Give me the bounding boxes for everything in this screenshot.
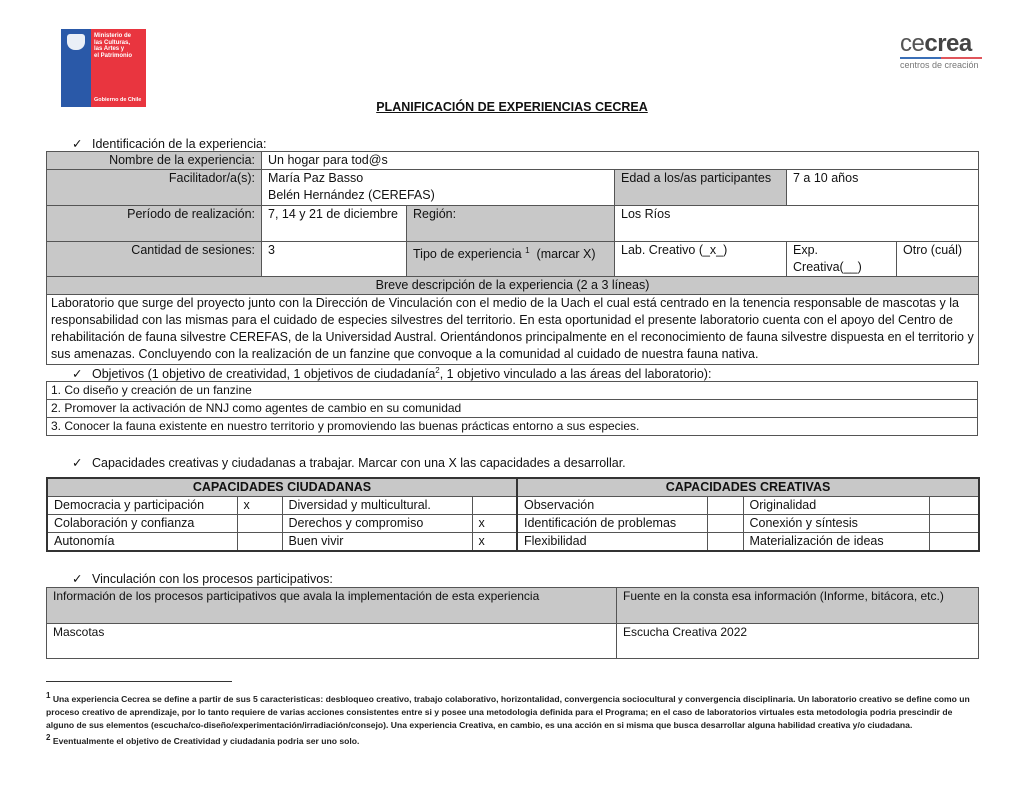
ministry-logo-line: Ministerio de: [94, 33, 132, 39]
descripcion-value: Laboratorio que surge del proyecto junto con la Dirección de Vinculación con el medio de la Uach el cual está centrado en la tenencia responsable de mascotas y la responsabilidad con las mismas para el cuidado de especies silvestres del territorio. En esta oportunidad el presente laboratorio cuenta con el apoyo del Centro de rehabilitación de fauna silvestre CEREFAS, de la Universidad Austral. Orientándonos principalmente en el reconocimiento de fauna silvestre dispuesta en el territorio y sus amenazas. Concluyendo con la realización de un fanzine que convoque a la comunidad al cuidado de nuestra fauna nativa.: [47, 295, 979, 365]
capacidad-creativa: Conexión y síntesis: [743, 515, 929, 533]
check-icon: ✓: [72, 572, 83, 586]
ministry-logo-line: las Culturas,: [94, 39, 131, 46]
vinculacion-col2-value: Escucha Creativa 2022: [617, 624, 979, 659]
cecrea-logo-light: ce: [900, 30, 925, 57]
footnote-1: [46, 689, 981, 732]
sesiones-label: Cantidad de sesiones:: [47, 242, 262, 277]
check-icon: ✓: [72, 456, 83, 470]
objetivos-heading-a: Objetivos (1 objetivo de creatividad, 1 objetivos de ciudadanía: [92, 367, 436, 382]
objetivos-table: [46, 381, 978, 436]
vinculacion-col1-value: Mascotas: [47, 624, 617, 659]
check-icon: ✓: [72, 137, 83, 151]
cecrea-tagline: centros de creación: [900, 60, 979, 70]
capacidad-mark[interactable]: [472, 497, 517, 515]
objetivo-item: 3. Conocer la fauna existente en nuestro territorio y promoviendo las buenas prácticas entorno a sus especies.: [47, 418, 978, 436]
periodo-label: Período de realización:: [47, 206, 262, 242]
capacidad-ciudadana: Democracia y participación: [47, 497, 237, 515]
footnote-2: [46, 731, 981, 748]
tipo-label-text: Tipo de experiencia: [413, 247, 522, 262]
descripcion-label: Breve descripción de la experiencia (2 a 3 líneas): [47, 277, 979, 295]
facilitador-1: María Paz Basso: [268, 171, 364, 185]
vinculacion-table: [46, 587, 979, 659]
capacidad-creativa: Originalidad: [743, 497, 929, 515]
ministry-logo-line: el Patrimonio: [94, 52, 133, 59]
capacidad-mark[interactable]: x: [237, 497, 282, 515]
periodo-value: 7, 14 y 21 de diciembre: [262, 206, 407, 242]
objetivo-item: 2. Promover la activación de NNJ como agentes de cambio en su comunidad: [47, 400, 978, 418]
nombre-label: Nombre de la experiencia:: [47, 152, 262, 170]
region-value: Los Ríos: [615, 206, 979, 242]
capacidad-creativa: Observación: [517, 497, 707, 515]
objetivo-item: 1. Co diseño y creación de un fanzine: [47, 382, 978, 400]
capacidad-ciudadana: Buen vivir: [282, 533, 472, 552]
capacidad-mark[interactable]: x: [472, 515, 517, 533]
capacidad-creativa: Materialización de ideas: [743, 533, 929, 552]
tipo-exp-creativa: Exp. Creativa(__): [787, 242, 897, 277]
sesiones-value: 3: [262, 242, 407, 277]
tipo-lab-creativo: Lab. Creativo (_x_): [615, 242, 787, 277]
section-capacidades-heading: [72, 455, 626, 470]
identificacion-table: [46, 151, 979, 365]
capacidad-mark[interactable]: [707, 533, 743, 552]
cecrea-logo-bold: crea: [924, 30, 972, 57]
capacidades-row: [47, 533, 979, 552]
footnote-separator: [46, 681, 232, 682]
tipo-otro: Otro (cuál): [897, 242, 979, 277]
cecrea-logo: [900, 32, 985, 70]
capacidad-creativa: Identificación de problemas: [517, 515, 707, 533]
vinculacion-col1-header: Información de los procesos participativos que avala la implementación de esta experiencia: [47, 588, 617, 624]
capacidad-mark[interactable]: [929, 533, 979, 552]
ministry-logo-red: [91, 29, 146, 107]
footnote-2-text: Eventualmente el objetivo de Creatividad y ciudadania podria ser uno solo.: [52, 735, 360, 746]
section-heading-text: Vinculación con los procesos participativos:: [92, 572, 333, 586]
ministry-logo-line: las Artes y: [94, 46, 125, 52]
capacidad-mark[interactable]: [237, 533, 282, 552]
edad-label: Edad a los/as participantes: [615, 170, 787, 206]
footnote-1-mark: 1: [46, 691, 51, 700]
capacidad-ciudadana: Colaboración y confianza: [47, 515, 237, 533]
ministry-logo-footer: Gobierno de Chile: [94, 96, 142, 103]
capacidad-mark[interactable]: [929, 497, 979, 515]
capacidad-creativa: Flexibilidad: [517, 533, 707, 552]
region-label: Región:: [407, 206, 615, 242]
footnote-2-mark: 2: [46, 733, 51, 742]
facilitador-2: Belén Hernández (CEREFAS): [268, 188, 435, 202]
capacidades-table: [46, 477, 980, 552]
tipo-label: [407, 242, 615, 277]
section-identificacion-heading: [72, 136, 266, 151]
ministry-logo: [61, 29, 146, 107]
cecrea-logo-bar: [900, 57, 982, 59]
capacidad-mark[interactable]: [237, 515, 282, 533]
capacidades-row: [47, 497, 979, 515]
objetivos-heading-b: , 1 objetivo vinculado a las áreas del laboratorio):: [439, 367, 712, 382]
capacidad-mark[interactable]: [929, 515, 979, 533]
tipo-hint: (marcar X): [536, 247, 596, 262]
section-heading-text: Capacidades creativas y ciudadanas a trabajar. Marcar con una X las capacidades a desarrollar.: [92, 456, 626, 470]
vinculacion-col2-header: Fuente en la consta esa información (Informe, bitácora, etc.): [617, 588, 979, 624]
capacidades-creativas-title: CAPACIDADES CREATIVAS: [517, 478, 979, 497]
facilitador-label: Facilitador/a(s):: [47, 170, 262, 206]
section-objetivos-heading: [72, 366, 711, 381]
capacidad-mark[interactable]: [707, 497, 743, 515]
capacidad-ciudadana: Autonomía: [47, 533, 237, 552]
capacidades-ciudadanas-title: CAPACIDADES CIUDADANAS: [47, 478, 517, 497]
coat-of-arms-icon: [67, 34, 85, 50]
capacidad-ciudadana: Derechos y compromiso: [282, 515, 472, 533]
capacidad-mark[interactable]: [707, 515, 743, 533]
capacidad-ciudadana: Diversidad y multicultural.: [282, 497, 472, 515]
footnote-1-text: Una experiencia Cecrea se define a partir de sus 5 caracteristicas: desbloqueo creativo, trabajo colaborativo, horizontalidad, convergencia sociocultural y convergencia disciplinaria. Un laboratorio creativo se define como un proceso creativo de aprendizaje, por lo tanto requiere de varias acciones consistentes entre si y posee una metodologia definida para el Programa; en el caso de laboratorios virtuales esta metodologia podria prescindir de alguno de sus elementos (escucha/co-diseño/experimentación/irradiación/consejo). Una experiencia Creativa, en cambio, es una acción en si misma que busca desarrollar alguna habilidad creativa y/o ciudadana.: [46, 693, 970, 730]
check-icon: ✓: [72, 367, 83, 382]
nombre-value: Un hogar para tod@s: [262, 152, 979, 170]
section-heading-text: Identificación de la experiencia:: [92, 137, 267, 151]
footnote-ref-2: 2: [435, 366, 440, 375]
document-title: PLANIFICACIÓN DE EXPERIENCIAS CECREA: [376, 100, 648, 114]
capacidad-mark[interactable]: x: [472, 533, 517, 552]
ministry-logo-blue: [61, 29, 91, 107]
capacidades-row: [47, 515, 979, 533]
edad-value: 7 a 10 años: [787, 170, 979, 206]
facilitador-value: [262, 170, 615, 206]
footnote-ref-1: 1: [525, 246, 530, 255]
section-vinculacion-heading: [72, 571, 333, 586]
